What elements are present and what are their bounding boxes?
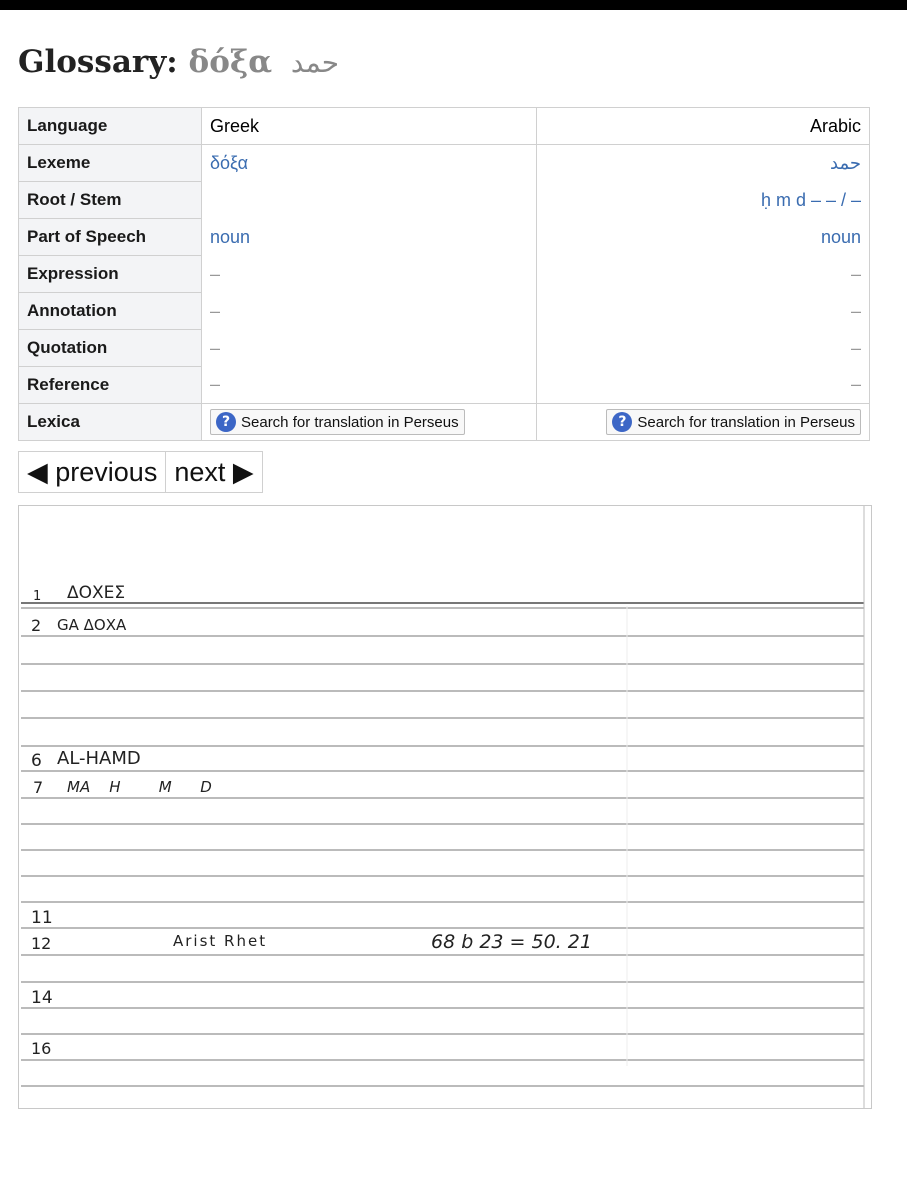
title-arabic: حمد [290,46,340,79]
greek-annotation: – [202,293,537,330]
arabic-expression: – [537,256,870,293]
card-line-number: 12 [31,934,52,953]
row-quotation [19,330,870,367]
row-annotation [19,293,870,330]
greek-expression: – [202,256,537,293]
row-label: Quotation [19,330,202,367]
row-label: Root / Stem [19,182,202,219]
card-line-text: AL-HAMD [57,748,141,769]
card-line-number: 11 [31,908,53,928]
card-line-number: 1 [33,589,42,604]
arabic-reference: – [537,367,870,404]
arabic-pos-link[interactable]: noun [820,226,861,247]
card-line-text: ΔΟΧΕΣ [67,583,126,603]
row-label: Annotation [19,293,202,330]
card-reference-value: 68 b 23 = 50. 21 [431,931,592,953]
greek-quotation: – [202,330,537,367]
previous-button[interactable]: ◀ previous [18,451,166,493]
arabic-quotation: – [537,330,870,367]
page-title [18,44,339,80]
row-reference [19,367,870,404]
greek-root [202,182,537,219]
greek-perseus-label: Search for translation in Perseus [241,413,459,431]
arabic-perseus-label: Search for translation in Perseus [637,413,855,431]
arabic-perseus-search-button[interactable] [606,409,861,435]
card-line-number: 2 [31,616,42,635]
arabic-root-link[interactable]: ḥ m d – – / – [760,189,861,210]
top-bar [0,0,907,10]
card-line-text: GA ΔΟΧΑ [57,616,127,634]
title-label: Glossary: [18,44,178,80]
glossary-table [18,107,870,441]
row-part-of-speech [19,219,870,256]
greek-perseus-search-button[interactable] [210,409,465,435]
title-greek: δόξα [188,44,273,80]
card-line-number: 14 [31,988,53,1008]
arabic-language: Arabic [537,108,870,145]
row-label: Expression [19,256,202,293]
next-button[interactable]: next ▶ [165,451,262,493]
row-label: Language [19,108,202,145]
arabic-annotation: – [537,293,870,330]
row-language [19,108,870,145]
row-expression [19,256,870,293]
card-line-number: 7 [33,778,44,797]
card-line-number: 16 [31,1039,52,1058]
greek-pos-link[interactable]: noun [210,226,251,247]
row-label: Reference [19,367,202,404]
index-card-image [18,505,872,1109]
card-line-text: Arist Rhet [173,932,268,950]
row-lexeme [19,145,870,182]
greek-language: Greek [202,108,537,145]
greek-reference: – [202,367,537,404]
pagination-nav [18,451,263,493]
card-ruled-lines [19,506,871,1108]
card-line-text: MA H M D [67,778,212,796]
row-root-stem [19,182,870,219]
question-icon: ? [612,412,632,432]
row-label: Lexica [19,404,202,441]
arabic-lexeme-link[interactable]: حمد [830,152,861,173]
row-lexica [19,404,870,441]
question-icon: ? [216,412,236,432]
row-label: Lexeme [19,145,202,182]
row-label: Part of Speech [19,219,202,256]
greek-lexeme-link[interactable]: δόξα [210,152,249,173]
card-line-number: 6 [31,751,42,771]
